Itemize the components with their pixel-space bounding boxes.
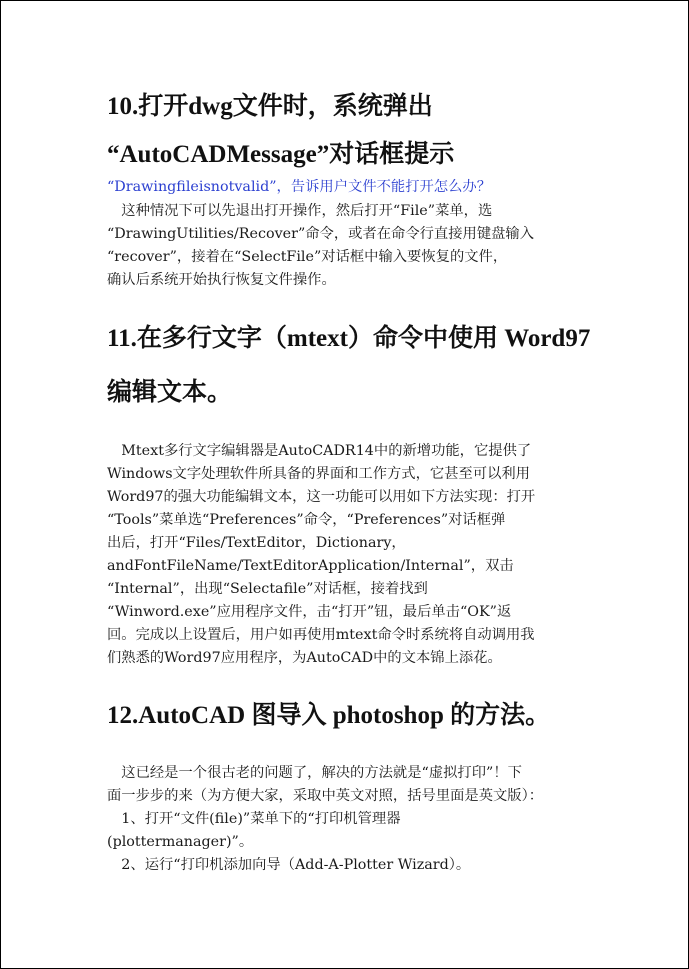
section-11-title-line-1: 11.在多行文字（mtext）命令中使用 Word97: [107, 325, 591, 352]
section-12-body-line: (plottermanager)”。: [107, 834, 254, 850]
section-10-title-line-1: 10.打开dwg文件时，系统弹出: [107, 93, 433, 120]
section-11-body-line: “Winword.exe”应用程序文件，击“打开”钮，最后单击“OK”返: [107, 604, 512, 620]
section-10-title-line-2: “AutoCADMessage”对话框提示: [107, 141, 455, 168]
section-12-body-line: 面一步步的来（为方便大家，采取中英文对照，括号里面是英文版）：: [107, 788, 544, 804]
section-12-body-line: 1、打开“文件(file)”菜单下的“打印机管理器: [107, 811, 401, 827]
section-10-body-line: 这种情况下可以先退出打开操作，然后打开“File”菜单，选: [107, 203, 493, 219]
section-12-body-line: 这已经是一个很古老的问题了，解决的方法就是“虚拟打印”！下: [107, 765, 522, 781]
section-11-body-line: 出后，打开“Files/TextEditor，Dictionary，: [107, 535, 406, 551]
section-10-question: “Drawingfileisnotvalid”，告诉用户文件不能打开怎么办？: [107, 179, 491, 195]
section-10-body-line: “recover”，接着在“SelectFile”对话框中输入要恢复的文件，: [107, 249, 508, 265]
section-11-body-line: “Internal”，出现“Selectafile”对话框，接着找到: [107, 581, 428, 597]
section-12-title: 12.AutoCAD 图导入 photoshop 的方法。: [107, 702, 551, 729]
section-11-body-line: Mtext多行文字编辑器是AutoCADR14中的新增功能，它提供了: [107, 443, 532, 459]
section-10-body-line: “DrawingUtilities/Recover”命令，或者在命令行直接用键盘输入: [107, 226, 535, 242]
section-12-body-line: 2、运行“打印机添加向导（Add-A-Plotter Wizard）。: [107, 857, 471, 873]
section-10-body-line: 确认后系统开始执行恢复文件操作。: [107, 272, 336, 288]
section-11-body-line: 回。完成以上设置后，用户如再使用mtext命令时系统将自动调用我: [107, 627, 535, 643]
section-11-body-line: “Tools”菜单选“Preferences”命令，“Preferences”对话框弹: [107, 512, 506, 528]
section-11-body-line: andFontFileName/TextEditorApplication/Internal”，双击: [107, 558, 514, 574]
section-11-body-line: Word97的强大功能编辑文本，这一功能可以用如下方法实现：打开: [107, 489, 536, 505]
section-11-title-line-2: 编辑文本。: [107, 379, 233, 406]
section-11-body-line: 们熟悉的Word97应用程序，为AutoCAD中的文本锦上添花。: [107, 650, 502, 666]
section-11-body-line: Windows文字处理软件所具备的界面和工作方式，它甚至可以利用: [107, 466, 530, 482]
